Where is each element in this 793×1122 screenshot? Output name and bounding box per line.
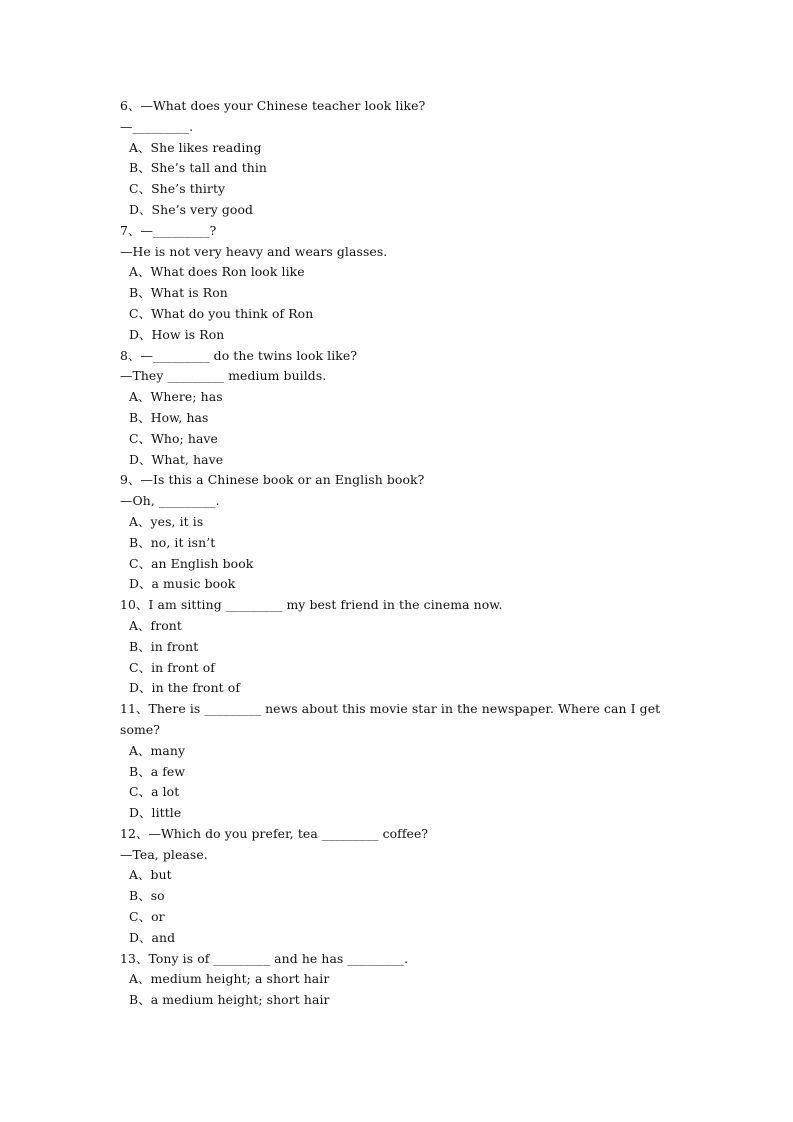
question-13 — [120, 949, 700, 1011]
option-d: D、and — [129, 929, 176, 945]
option-a: A、many — [129, 742, 186, 758]
question-6 — [120, 96, 700, 221]
option-b: B、a few — [129, 763, 186, 779]
option-d: D、What, have — [129, 451, 224, 467]
answer-line: —He is not very heavy and wears glasses. — [120, 243, 388, 259]
option-d: D、How is Ron — [129, 326, 225, 342]
option-d: D、in the front of — [129, 680, 241, 696]
option-d: D、She’s very good — [129, 201, 254, 217]
option-c: C、She’s thirty — [129, 181, 226, 197]
question-12 — [120, 824, 700, 949]
question-9 — [120, 470, 700, 595]
option-d: D、a music book — [129, 576, 236, 592]
answer-line: —They _________ medium builds. — [120, 368, 327, 384]
option-a: A、She likes reading — [129, 139, 262, 155]
answer-line: —Tea, please. — [120, 846, 208, 862]
question-8 — [120, 346, 700, 471]
option-b: B、in front — [129, 638, 199, 654]
option-c: C、Who; have — [129, 430, 218, 446]
option-a: A、medium height; a short hair — [129, 971, 330, 987]
question-stem: 9、—Is this a Chinese book or an English book? — [120, 472, 425, 488]
option-b: B、She’s tall and thin — [129, 160, 268, 176]
option-b: B、so — [129, 888, 165, 904]
option-c: C、or — [129, 909, 165, 925]
question-10 — [120, 595, 700, 699]
question-stem: 6、—What does your Chinese teacher look like? — [120, 98, 426, 113]
question-stem: 10、I am sitting _________ my best friend in the cinema now. — [120, 597, 503, 613]
question-11 — [120, 699, 700, 824]
answer-line: —_________. — [120, 118, 194, 134]
question-stem: 8、—_________ do the twins look like? — [120, 347, 358, 363]
option-d: D、little — [129, 805, 182, 821]
option-c: C、a lot — [129, 784, 180, 800]
option-b: B、What is Ron — [129, 285, 228, 301]
option-b: B、no, it isn’t — [129, 534, 216, 550]
question-stem: 11、There is _________ news about this movie star in the newspaper. Where can I get — [120, 701, 661, 717]
option-b: B、How, has — [129, 409, 209, 425]
document-page — [120, 96, 700, 1011]
option-a: A、but — [129, 867, 172, 883]
question-7 — [120, 221, 700, 346]
option-b: B、a medium height; short hair — [129, 992, 330, 1008]
option-a: A、Where; has — [129, 389, 223, 405]
option-c: C、What do you think of Ron — [129, 305, 314, 321]
question-stem-continued: some? — [120, 721, 161, 737]
answer-line: —Oh, _________. — [120, 493, 220, 509]
question-stem: 12、—Which do you prefer, tea _________ coffee? — [120, 825, 429, 841]
option-a: A、What does Ron look like — [129, 264, 305, 280]
option-a: A、front — [129, 617, 182, 633]
question-stem: 13、Tony is of _________ and he has _________. — [120, 950, 409, 966]
option-c: C、in front of — [129, 659, 215, 675]
option-c: C、an English book — [129, 555, 254, 571]
question-stem: 7、—_________? — [120, 222, 217, 238]
option-a: A、yes, it is — [129, 513, 204, 529]
